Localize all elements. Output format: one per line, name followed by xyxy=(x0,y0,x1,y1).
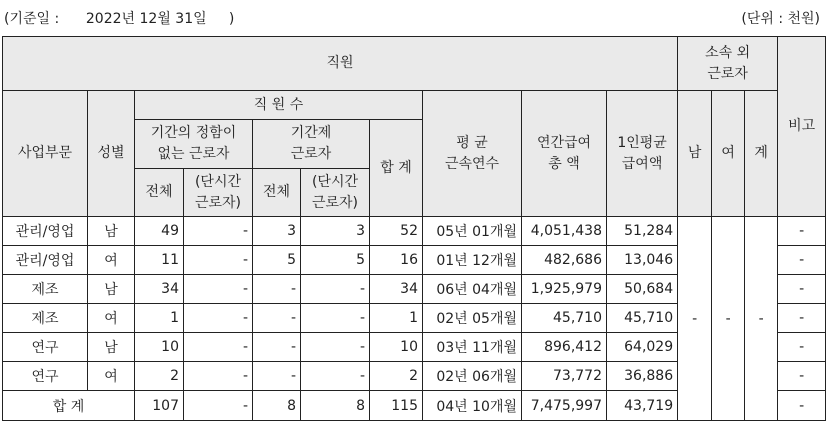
outside-male-cell: - xyxy=(678,217,712,421)
remarks-cell: - xyxy=(778,304,826,333)
remarks-cell: - xyxy=(778,275,826,304)
permanent-part-time-header: (단시간 근로자) xyxy=(184,169,253,217)
permanent-total-cell: 1 xyxy=(135,304,184,333)
headcount-sum-cell: 2 xyxy=(370,362,423,391)
headcount-sum-cell: 52 xyxy=(370,217,423,246)
gender-cell: 여 xyxy=(88,362,135,391)
permanent-part-time-cell: - xyxy=(184,217,253,246)
total-salary-cell: 7,475,997 xyxy=(522,391,607,421)
business-unit-cell: 연구 xyxy=(3,362,88,391)
contract-total-cell: - xyxy=(253,362,301,391)
avg-tenure-cell: 03년 11개월 xyxy=(423,333,522,362)
table-caption-bar xyxy=(0,0,828,34)
avg-tenure-cell: 01년 12개월 xyxy=(423,246,522,275)
gender-header: 성별 xyxy=(88,91,135,217)
contract-part-time-cell: - xyxy=(301,362,370,391)
remarks-cell: - xyxy=(778,333,826,362)
employees-header: 직원 xyxy=(3,37,678,91)
gender-cell: 여 xyxy=(88,304,135,333)
gender-cell: 여 xyxy=(88,246,135,275)
gender-cell: 남 xyxy=(88,275,135,304)
permanent-part-time-cell: - xyxy=(184,333,253,362)
permanent-total-cell: 11 xyxy=(135,246,184,275)
outside-workers-header: 소속 외 근로자 xyxy=(678,37,778,91)
contract-total-cell: - xyxy=(253,275,301,304)
avg-salary-cell: 13,046 xyxy=(607,246,678,275)
business-unit-cell: 관리/영업 xyxy=(3,246,88,275)
outside-female-header: 여 xyxy=(712,91,745,217)
business-unit-cell: 제조 xyxy=(3,275,88,304)
permanent-part-time-cell: - xyxy=(184,391,253,421)
total-salary-cell: 73,772 xyxy=(522,362,607,391)
outside-sum-cell: - xyxy=(745,217,778,421)
contract-total-cell: - xyxy=(253,304,301,333)
permanent-total-cell: 34 xyxy=(135,275,184,304)
total-salary-cell: 896,412 xyxy=(522,333,607,362)
avg-tenure-cell: 02년 06개월 xyxy=(423,362,522,391)
permanent-part-time-cell: - xyxy=(184,304,253,333)
avg-tenure-cell: 06년 04개월 xyxy=(423,275,522,304)
permanent-total-cell: 10 xyxy=(135,333,184,362)
avg-tenure-header: 평 균 근속연수 xyxy=(423,91,522,217)
avg-tenure-cell: 05년 01개월 xyxy=(423,217,522,246)
total-salary-cell: 1,925,979 xyxy=(522,275,607,304)
headcount-sum-cell: 16 xyxy=(370,246,423,275)
headcount-header: 직 원 수 xyxy=(135,91,423,120)
contract-header: 기간제 근로자 xyxy=(253,120,370,169)
gender-cell: 남 xyxy=(88,217,135,246)
contract-part-time-cell: - xyxy=(301,333,370,362)
permanent-total-header: 전체 xyxy=(135,169,184,217)
remarks-header: 비고 xyxy=(778,37,826,217)
table-row xyxy=(3,217,826,246)
contract-part-time-cell: - xyxy=(301,304,370,333)
contract-total-cell: 3 xyxy=(253,217,301,246)
total-salary-cell: 4,051,438 xyxy=(522,217,607,246)
total-salary-cell: 482,686 xyxy=(522,246,607,275)
outside-sum-header: 계 xyxy=(745,91,778,217)
remarks-cell: - xyxy=(778,362,826,391)
avg-salary-cell: 51,284 xyxy=(607,217,678,246)
headcount-sum-cell: 34 xyxy=(370,275,423,304)
business-unit-header: 사업부문 xyxy=(3,91,88,217)
employee-status-table xyxy=(2,36,826,421)
avg-salary-header: 1인평균 급여액 xyxy=(607,91,678,217)
total-salary-cell: 45,710 xyxy=(522,304,607,333)
permanent-part-time-cell: - xyxy=(184,246,253,275)
contract-part-time-cell: 3 xyxy=(301,217,370,246)
business-unit-cell: 연구 xyxy=(3,333,88,362)
contract-total-cell: 5 xyxy=(253,246,301,275)
permanent-total-cell: 107 xyxy=(135,391,184,421)
permanent-part-time-cell: - xyxy=(184,362,253,391)
avg-salary-cell: 45,710 xyxy=(607,304,678,333)
contract-part-time-cell: - xyxy=(301,275,370,304)
avg-salary-cell: 36,886 xyxy=(607,362,678,391)
avg-tenure-cell: 02년 05개월 xyxy=(423,304,522,333)
contract-part-time-cell: 5 xyxy=(301,246,370,275)
contract-total-cell: - xyxy=(253,333,301,362)
permanent-total-cell: 49 xyxy=(135,217,184,246)
contract-total-cell: 8 xyxy=(253,391,301,421)
contract-total-header: 전체 xyxy=(253,169,301,217)
base-date-label: (기준일 : 2022년 12월 31일 ) xyxy=(4,11,235,27)
remarks-cell: - xyxy=(778,391,826,421)
avg-salary-cell: 50,684 xyxy=(607,275,678,304)
remarks-cell: - xyxy=(778,217,826,246)
remarks-cell: - xyxy=(778,246,826,275)
unit-label: (단위 : 천원) xyxy=(741,11,820,27)
total-salary-header: 연간급여 총 액 xyxy=(522,91,607,217)
contract-part-time-header: (단시간 근로자) xyxy=(301,169,370,217)
avg-salary-cell: 43,719 xyxy=(607,391,678,421)
headcount-sum-cell: 115 xyxy=(370,391,423,421)
headcount-sum-cell: 1 xyxy=(370,304,423,333)
headcount-total-header: 합 계 xyxy=(370,120,423,217)
business-unit-cell: 관리/영업 xyxy=(3,217,88,246)
contract-part-time-cell: 8 xyxy=(301,391,370,421)
avg-salary-cell: 64,029 xyxy=(607,333,678,362)
permanent-total-cell: 2 xyxy=(135,362,184,391)
business-unit-cell: 제조 xyxy=(3,304,88,333)
headcount-sum-cell: 10 xyxy=(370,333,423,362)
total-label-cell: 합 계 xyxy=(3,391,135,421)
outside-male-header: 남 xyxy=(678,91,712,217)
avg-tenure-cell: 04년 10개월 xyxy=(423,391,522,421)
outside-female-cell: - xyxy=(712,217,745,421)
permanent-header: 기간의 정함이 없는 근로자 xyxy=(135,120,253,169)
permanent-part-time-cell: - xyxy=(184,275,253,304)
gender-cell: 남 xyxy=(88,333,135,362)
